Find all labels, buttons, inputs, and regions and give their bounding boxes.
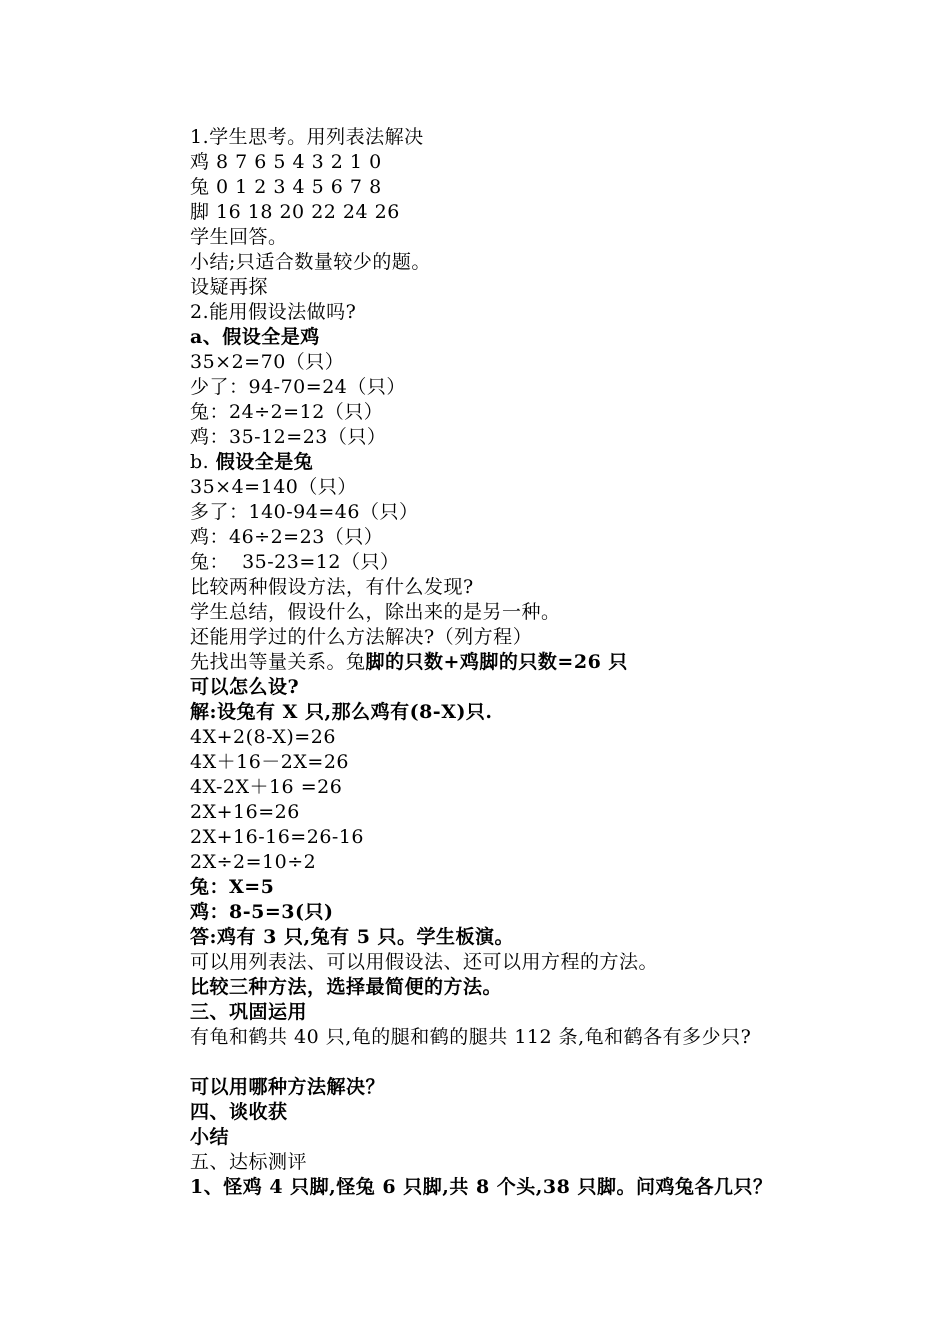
text-line: 比较三种方法，选择最简便的方法。 — [190, 976, 503, 998]
section-heading: 五、达标测评 — [190, 1151, 308, 1173]
text-line: 学生回答。 — [190, 226, 288, 248]
equation-line: 多了：140-94=46（只） — [190, 501, 419, 523]
text-line: 小结;只适合数量较少的题。 — [190, 251, 431, 273]
equation-line: 少了：94-70=24（只） — [190, 376, 406, 398]
subheading-prefix: b. — [190, 451, 216, 473]
text-line: 2.能用假设法做吗? — [190, 301, 357, 323]
text-line: 比较两种假设方法，有什么发现? — [190, 576, 474, 598]
equation-line: 2X÷2=10÷2 — [190, 851, 317, 873]
section-heading: 三、巩固运用 — [190, 1001, 308, 1023]
subheading-text: 假设全是兔 — [215, 451, 314, 473]
equation-line: 35×4=140（只） — [190, 476, 357, 498]
blank-line — [190, 1050, 910, 1075]
document-body — [190, 125, 910, 1200]
equation-line: 2X+16=26 — [190, 801, 300, 823]
text-line: 解:设兔有 X 只,那么鸡有(8-X)只. — [190, 701, 493, 723]
equation-line: 兔： 35-23=12（只） — [190, 551, 400, 573]
equation-line: 4X+2(8-X)=26 — [190, 726, 336, 748]
text-segment-bold: 脚的只数+鸡脚的只数=26 只 — [365, 651, 628, 673]
text-line: 1.学生思考。用列表法解决 — [190, 126, 424, 148]
text-line: 可以用列表法、可以用假设法、还可以用方程的方法。 — [190, 951, 659, 973]
equation-line: 兔：X=5 — [190, 876, 275, 898]
text-line: 小结 — [190, 1126, 230, 1148]
equation-line: 鸡：35-12=23（只） — [190, 426, 387, 448]
table-row-rabbit: 兔 0 1 2 3 4 5 6 7 8 — [190, 176, 382, 198]
equation-line: 鸡：46÷2=23（只） — [190, 526, 384, 548]
section-heading: 设疑再探 — [190, 276, 269, 298]
equation-line: 35×2=70（只） — [190, 351, 345, 373]
section-heading: 四、谈收获 — [190, 1101, 288, 1123]
equation-line: 2X+16-16=26-16 — [190, 826, 365, 848]
text-line: 学生总结，假设什么，除出来的是另一种。 — [190, 601, 561, 623]
text-line — [190, 650, 910, 675]
table-row-feet: 脚 16 18 20 22 24 26 — [190, 201, 400, 223]
equation-line: 鸡：8-5=3(只) — [190, 901, 334, 923]
text-line: 可以怎么设? — [190, 676, 300, 698]
text-segment: 先找出等量关系。兔 — [190, 651, 366, 673]
text-line: 还能用学过的什么方法解决?（列方程） — [190, 626, 533, 648]
equation-line: 4X＋16－2X=26 — [190, 751, 350, 773]
subheading: a、假设全是鸡 — [190, 326, 320, 348]
answer-line: 答:鸡有 3 只,兔有 5 只。学生板演。 — [190, 926, 515, 948]
problem-text: 1、怪鸡 4 只脚,怪兔 6 只脚,共 8 个头,38 只脚。问鸡兔各几只？ — [190, 1176, 773, 1198]
table-row-chicken: 鸡 8 7 6 5 4 3 2 1 0 — [190, 151, 382, 173]
problem-text: 有龟和鹤共 40 只,龟的腿和鹤的腿共 112 条,龟和鹤各有多少只? — [190, 1026, 752, 1048]
subheading — [190, 450, 910, 475]
equation-line: 4X-2X＋16 =26 — [190, 776, 343, 798]
equation-line: 兔：24÷2=12（只） — [190, 401, 384, 423]
text-line: 可以用哪种方法解决？ — [190, 1076, 386, 1098]
